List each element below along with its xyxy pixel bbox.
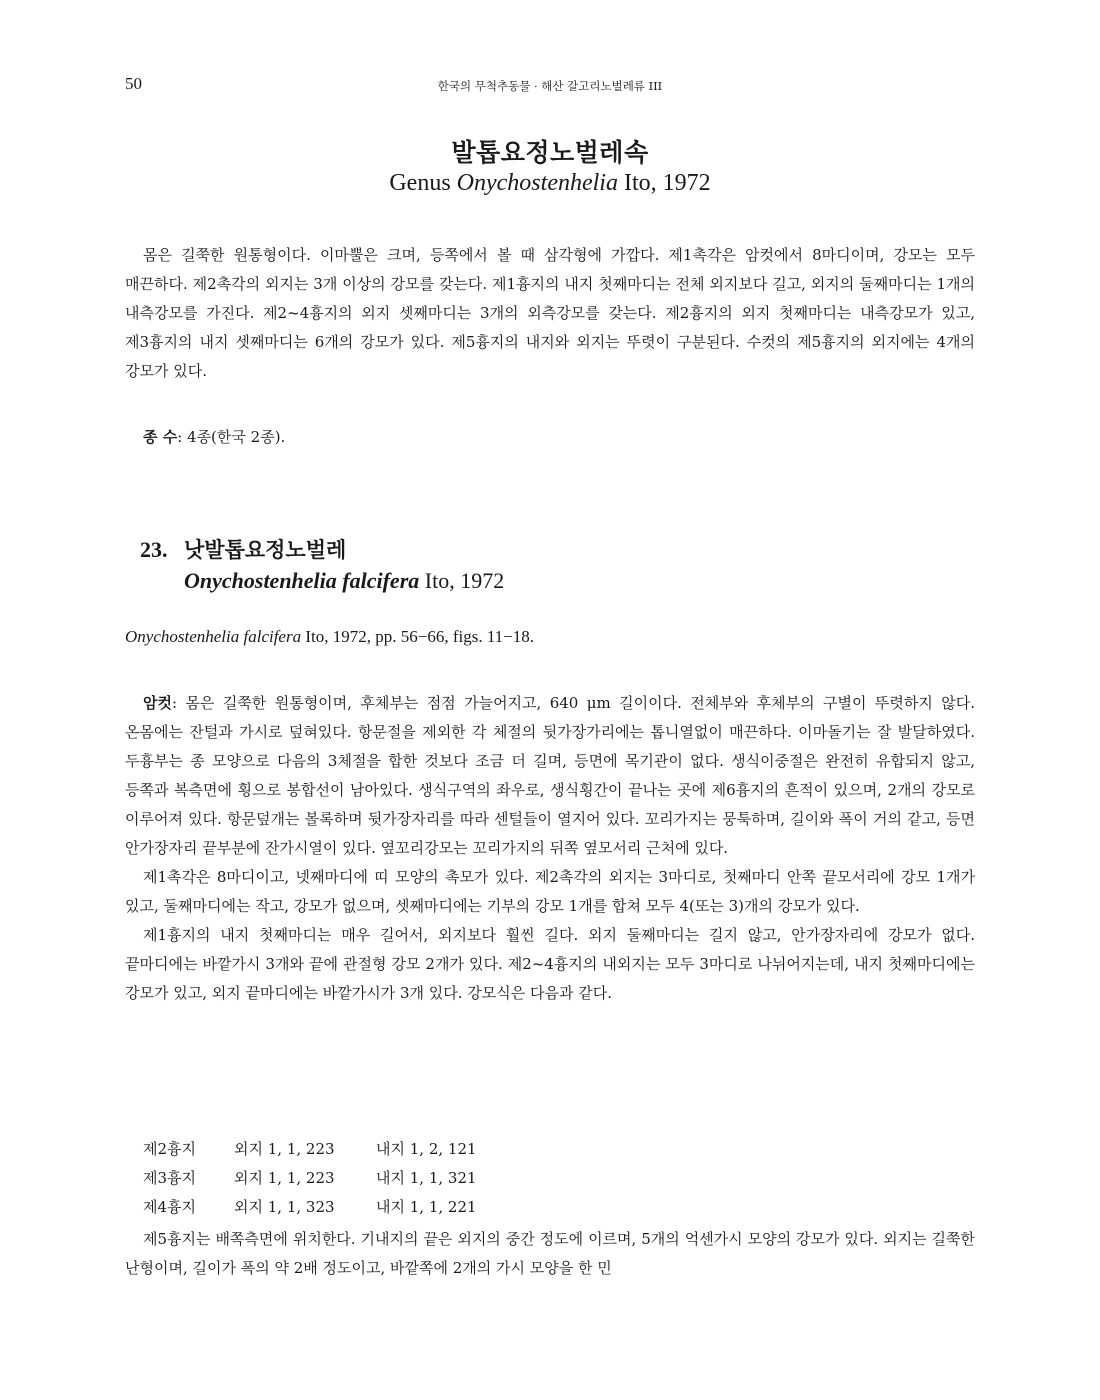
- species-heading: [140, 534, 970, 593]
- p5-description: 제5흉지는 배쪽측면에 위치한다. 기내지의 끝은 외지의 중간 정도에 이르며, 5개의 억센가시 모양의 강모가 있다. 외지는 길쭉한 난형이며, 길이가 폭의 약 2배 정도이고, 바깥쪽에 2개의 가시 모양을 한 민: [125, 1230, 975, 1277]
- genus-label: Genus: [389, 170, 457, 196]
- genus-name: Onychostenhelia: [456, 170, 618, 196]
- formula-exopod: 외지 1, 1, 223: [234, 1140, 335, 1158]
- species-name-latin: [184, 568, 504, 594]
- species-count-value: : 4종(한국 2종).: [177, 428, 286, 446]
- page-header: [125, 74, 975, 98]
- genus-description-block: [125, 241, 975, 386]
- female-description: [125, 689, 975, 863]
- running-title: 한국의 무척추동물 · 해산 갈고리노벌레류 III: [437, 79, 663, 93]
- genus-title-latin: [0, 170, 1100, 197]
- citation-name: Onychostenhelia falcifera: [125, 627, 302, 646]
- genus-title-korean: 발톱요정노벌레속: [451, 138, 649, 167]
- species-name-korean: 낫발톱요정노벌레: [184, 537, 347, 562]
- formula-exopod: 외지 1, 1, 323: [234, 1198, 335, 1216]
- species-number: 23.: [140, 537, 168, 562]
- female-text: : 몸은 길쭉한 원통형이며, 후체부는 점점 가늘어지고, 640 μm 길이이다. 전체부와 후체부의 구별이 뚜렷하지 않다. 온몸에는 잔털과 가시로 덮혀있다. 항문절을 제외한 각 체절의 뒷가장가리에는 톱니열없이 매끈하다. 이마돌기는 잘 발달하였다. 두흉부는 종 모양으로 다음의 3체절을 합한 것보다 조금 더 길며, 등면에 목기관이 없다. 생식이중절은 완전히 유합되지 않고, 등쪽과 복측면에 횡으로 봉합선이 남아있다. 생식구역의 좌우로, 생식횡간이 끝나는 곳에 제6흉지의 흔적이 있으며, 2개의 강모로 이루어져 있다. 항문덮개는 볼록하며 뒷가장자리를 따라 센털들이 열지어 있다. 꼬리가지는 뭉툭하며, 길이와 폭이 거의 같고, 등면 안가장자리 끝부분에 잔가시열이 있다. 옆꼬리강모는 꼬리가지의 뒤쪽 옆모서리 근처에 있다.: [125, 694, 975, 857]
- formula-endopod: 내지 1, 1, 221: [376, 1198, 477, 1216]
- genus-authority: Ito, 1972: [617, 170, 711, 196]
- formula-endopod: 내지 1, 1, 321: [376, 1169, 477, 1187]
- formula-endopod: 내지 1, 2, 121: [376, 1140, 477, 1158]
- citation-reference: Ito, 1972, pp. 56−66, figs. 11−18.: [301, 627, 535, 646]
- species-count: [125, 423, 975, 452]
- formula-leg: 제4흉지: [143, 1198, 197, 1216]
- species-count-label: 종 수: [143, 428, 178, 446]
- species-description-block: [125, 689, 975, 1008]
- formula-leg: 제3흉지: [143, 1169, 197, 1187]
- page-number: 50: [125, 74, 142, 93]
- species-authority: Ito, 1972: [419, 568, 505, 593]
- legs-description: 제1흉지의 내지 첫째마디는 매우 길어서, 외지보다 훨씬 길다. 외지 둘째마디는 길지 않고, 안가장자리에 강모가 없다. 끝마디에는 바깥가시 3개와 끝에 관절형 강모 2개가 있다. 제2~4흉지의 내외지는 모두 3마디로 나뉘어지는데, 내지 첫째마디에는 강모가 있고, 외지 끝마디에는 바깥가시가 3개 있다. 강모식은 다음과 같다.: [125, 926, 975, 1002]
- p5-description-block: [125, 1225, 975, 1283]
- species-citation: [125, 627, 534, 647]
- formula-exopod: 외지 1, 1, 223: [234, 1169, 335, 1187]
- antenna-description: 제1촉각은 8마디이고, 넷째마디에 띠 모양의 촉모가 있다. 제2촉각의 외지는 3마디로, 첫째마디 안쪽 끝모서리에 강모 1개가 있고, 둘째마디에는 작고, 강모가 없으며, 셋째마디에는 기부의 강모 1개를 합쳐 모두 4(또는 3)개의 강모가 있다.: [125, 868, 975, 915]
- species-binomial: Onychostenhelia falcifera: [184, 568, 420, 593]
- female-label: 암컷: [143, 694, 172, 712]
- species-count-block: [125, 423, 975, 452]
- formula-leg: 제2흉지: [143, 1140, 197, 1158]
- genus-description: 몸은 길쭉한 원통형이다. 이마뿔은 크며, 등쪽에서 볼 때 삼각형에 가깝다. 제1촉각은 암컷에서 8마디이며, 강모는 모두 매끈하다. 제2촉각의 외지는 3개 이상의 강모를 갖는다. 제1흉지의 내지 첫째마디는 전체 외지보다 길고, 외지의 둘째마디는 1개의 내측강모를 가진다. 제2~4흉지의 외지 셋째마디는 3개의 외측강모를 갖는다. 제2흉지의 외지 첫째마디는 내측강모가 있고, 제3흉지의 내지 셋째마디는 6개의 강모가 있다. 제5흉지의 내지와 외지는 뚜렷이 구분된다. 수컷의 제5흉지의 외지에는 4개의 강모가 있다.: [125, 246, 975, 380]
